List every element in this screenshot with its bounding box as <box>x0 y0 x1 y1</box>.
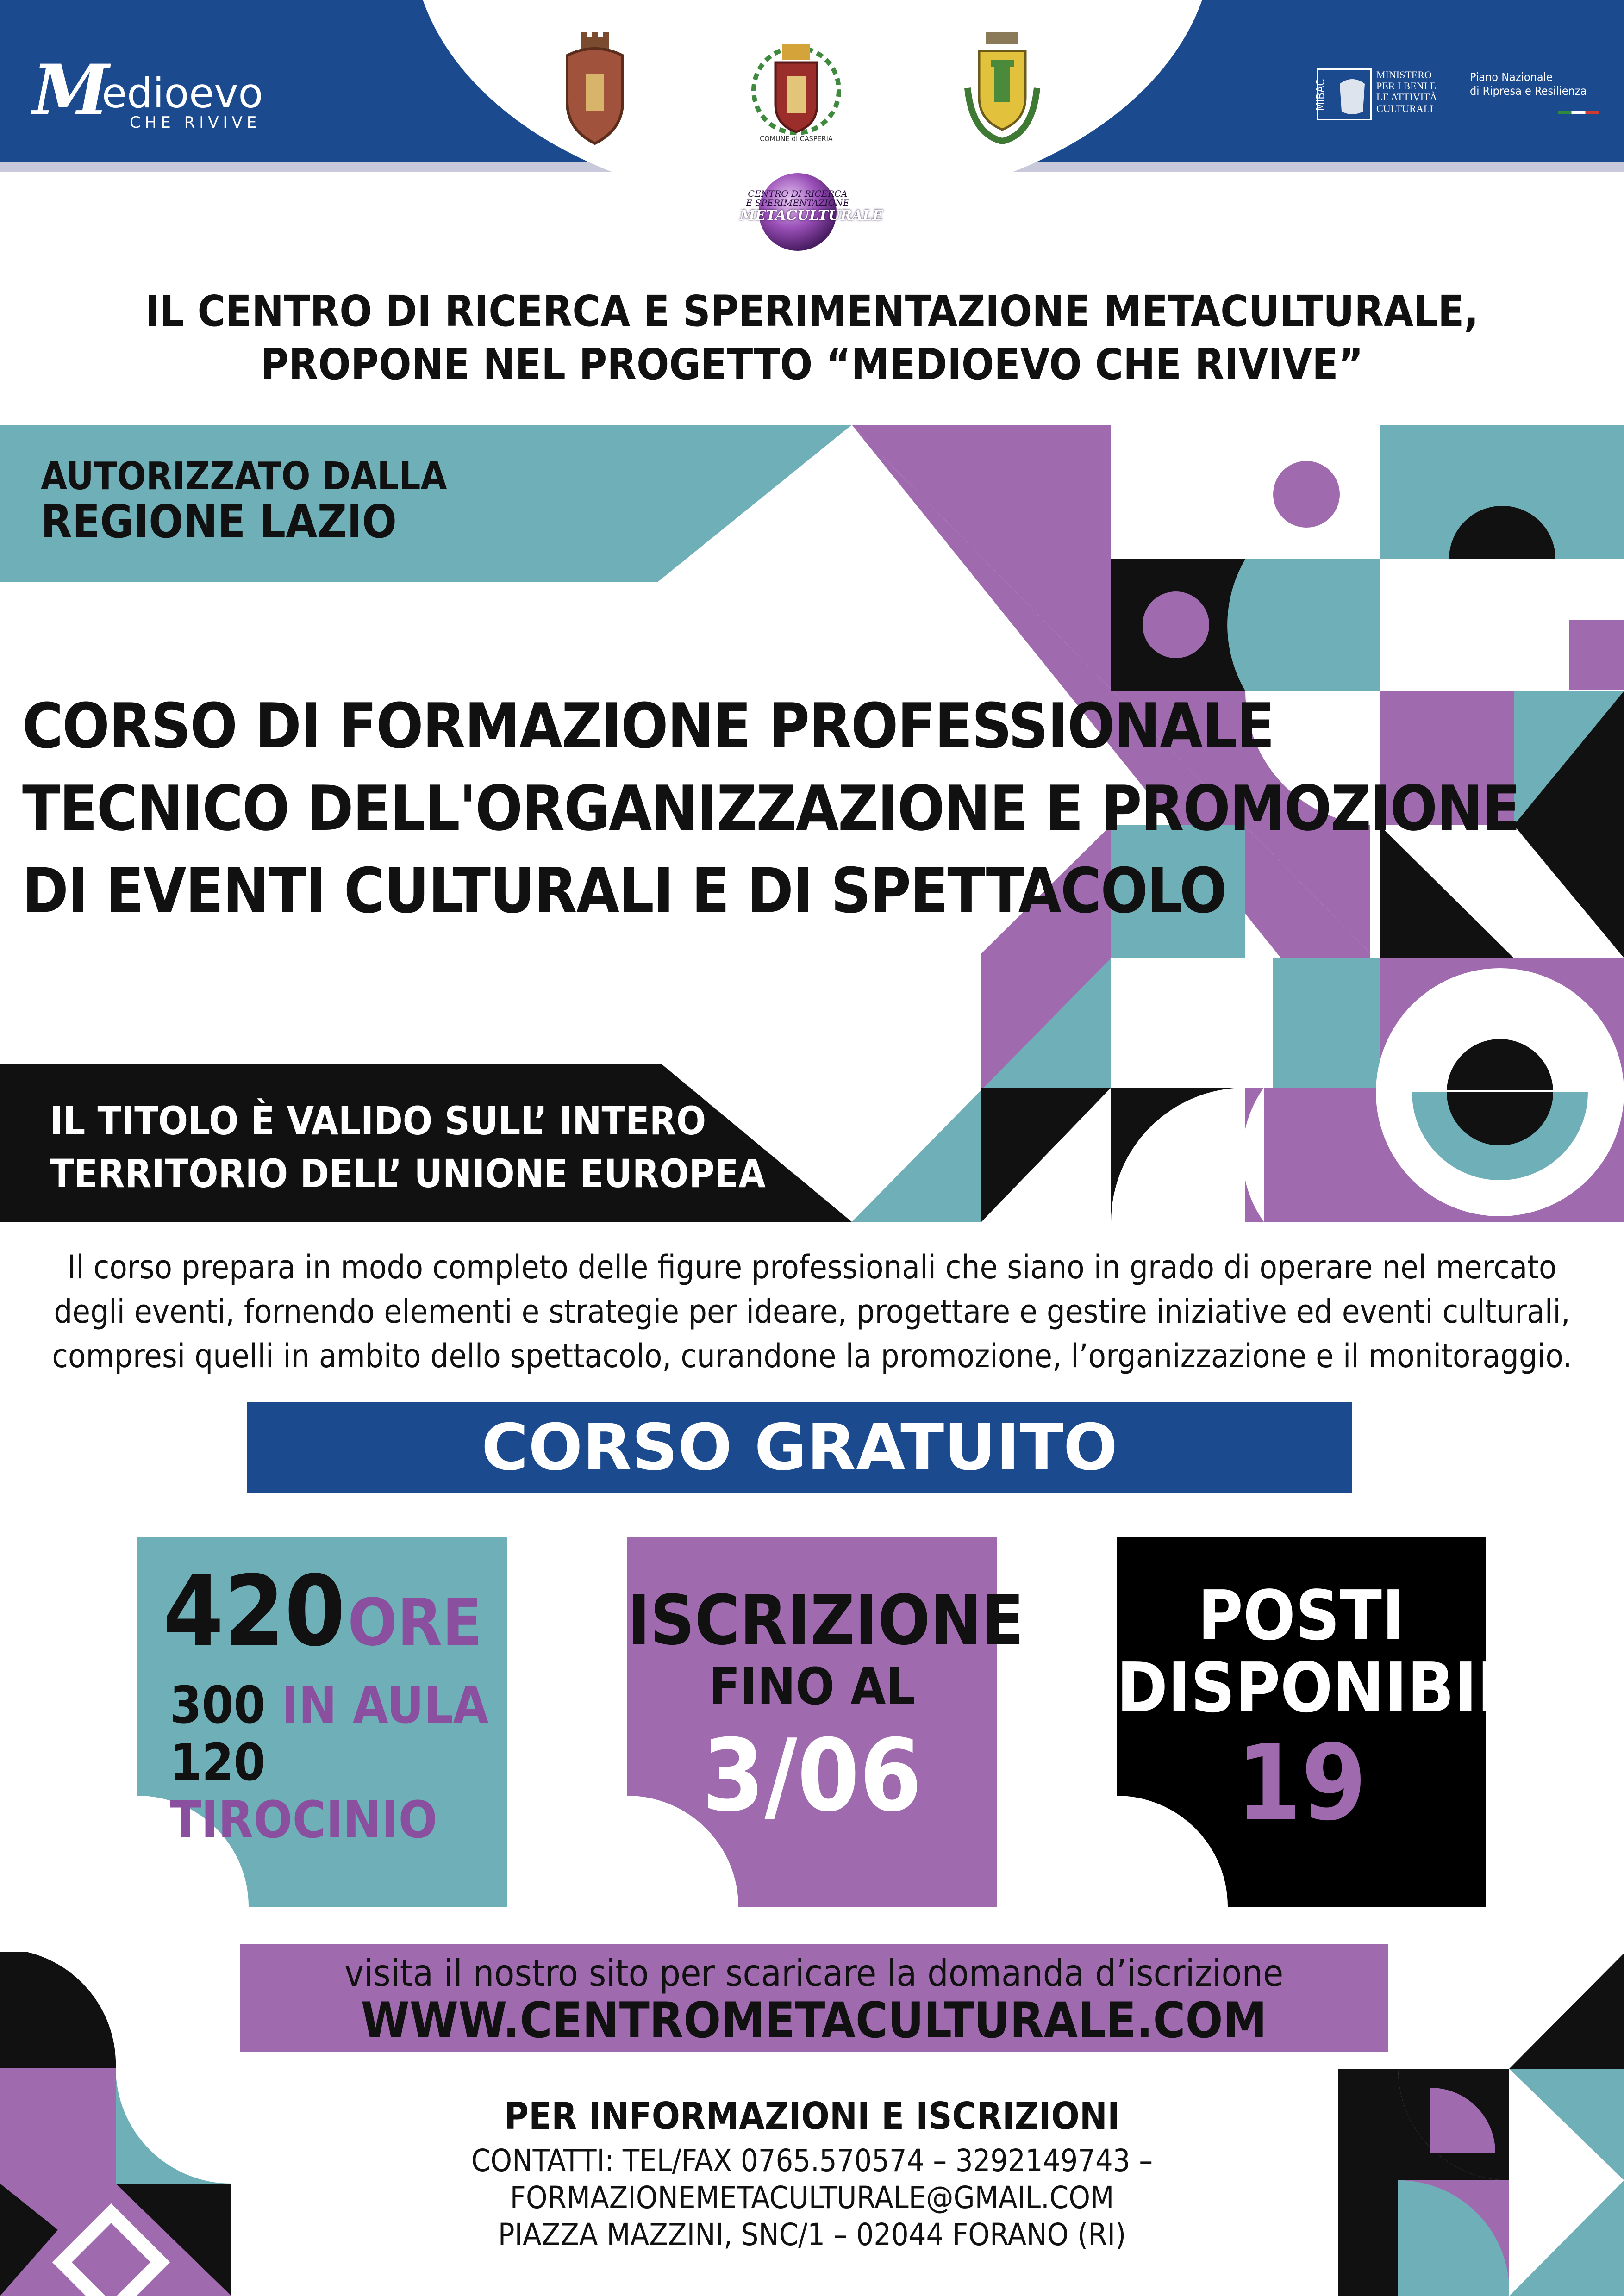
hours-intern: 120 <box>170 1733 266 1792</box>
website-banner <box>240 1944 1388 2052</box>
mibac-logo-short: MiBAC <box>1314 79 1327 111</box>
enrollment-line-2: FINO AL <box>709 1657 915 1716</box>
intro-line-1: IL CENTRO DI RICERCA E SPERIMENTAZIONE METACULTURALE, <box>145 286 1479 336</box>
hours-box <box>137 1537 507 1907</box>
pnrr-flag <box>1558 111 1599 114</box>
coat-of-arms-3-icon <box>958 32 1046 148</box>
contacts-heading: PER INFORMAZIONI E ISCRIZIONI <box>504 2095 1120 2138</box>
mibac-logo-line: PER I BENI E <box>1376 80 1436 92</box>
contacts-address: PIAZZA MAZZINI, SNC/1 – 02044 FORANO (RI) <box>498 2217 1126 2252</box>
mibac-logo[interactable] <box>1314 68 1442 120</box>
website-link[interactable]: WWW.CENTROMETACULTURALE.COM <box>361 1992 1267 2049</box>
enrollment-line-1: ISCRIZIONE <box>627 1580 1024 1660</box>
course-title-line-3: DI EVENTI CULTURALI E DI SPETTACOLO <box>22 855 1226 927</box>
coat-of-arms-casperia-icon <box>750 35 843 150</box>
hours-total: 420 <box>162 1555 346 1668</box>
medioevo-logo-name: edioevo <box>102 69 263 117</box>
enrollment-date: 3/06 <box>702 1717 922 1834</box>
seats-count: 19 <box>1236 1723 1367 1844</box>
intro-line-2: PROPONE NEL PROGETTO “MEDIOEVO CHE RIVIVE” <box>260 340 1364 389</box>
enrollment-box <box>627 1537 1024 1907</box>
metaculturale-logo-line: CENTRO DI RICERCA <box>748 189 848 199</box>
mibac-logo-line: LE ATTIVITÀ <box>1376 91 1437 103</box>
free-course-label: CORSO GRATUITO <box>481 1410 1118 1485</box>
validity-line-1: IL TITOLO È VALIDO SULL’ INTERO <box>50 1098 706 1144</box>
description-line-2: degli eventi, fornendo elementi e strategie per ideare, progettare e gestire iniziative ed eventi culturali, <box>54 1293 1570 1331</box>
pnrr-subtitle: di Ripresa e Resilienza <box>1470 84 1587 98</box>
course-title-line-1: CORSO DI FORMAZIONE PROFESSIONALE <box>22 690 1274 762</box>
hours-class-label: IN AULA <box>281 1675 489 1735</box>
metaculturale-logo-line: METACULTURALE <box>740 207 883 224</box>
seats-line-1: POSTI <box>1198 1576 1405 1655</box>
validity-line-2: TERRITORIO DELL’ UNIONE EUROPEA <box>50 1151 766 1196</box>
description-line-1: Il corso prepara in modo completo delle figure professionali che siano in grado di operare nel mercato <box>67 1248 1557 1286</box>
pnrr-title: Piano Nazionale <box>1470 70 1553 84</box>
mibac-eagle-icon <box>1335 75 1369 117</box>
pnrr-logo[interactable] <box>1470 70 1609 117</box>
medioevo-logo[interactable] <box>32 50 292 134</box>
coat-of-arms-casperia-label: COMUNE di CASPERIA <box>760 134 833 143</box>
mibac-logo-line: MINISTERO <box>1376 69 1432 81</box>
contacts-phone-line[interactable]: CONTATTI: TEL/FAX 0765.570574 – 3292149743 – <box>471 2143 1153 2178</box>
course-title-line-2: TECNICO DELL'ORGANIZZAZIONE E PROMOZIONE <box>22 772 1520 845</box>
contacts-email[interactable]: FORMAZIONEMETACULTURALE@GMAIL.COM <box>510 2180 1114 2215</box>
description-line-3: compresi quelli in ambito dello spettacolo, curandone la promozione, l’organizzazione e il monitoraggio. <box>52 1337 1572 1375</box>
free-course-banner <box>247 1402 1352 1493</box>
medioevo-logo-tagline: CHE RIVIVE <box>130 113 261 132</box>
hours-intern-label: TIROCINIO <box>170 1790 437 1849</box>
coat-of-arms-1-icon <box>562 32 627 148</box>
medioevo-logo-initial: M <box>32 50 110 131</box>
mibac-logo-box <box>1314 68 1372 120</box>
mibac-logo-line: CULTURALI <box>1376 102 1433 114</box>
authorization-line-1: AUTORIZZATO DALLA <box>41 454 447 498</box>
hours-total-unit: ORE <box>348 1585 482 1661</box>
hours-class: 300 <box>170 1675 266 1735</box>
metaculturale-logo-line: E SPERIMENTAZIONE <box>746 198 849 208</box>
website-prompt: visita il nostro sito per scaricare la domanda d’iscrizione <box>344 1952 1284 1995</box>
seats-line-2: DISPONIBILI <box>1117 1648 1539 1728</box>
seats-box <box>1117 1537 1539 1907</box>
authorization-line-2: REGIONE LAZIO <box>41 496 397 549</box>
metaculturale-logo[interactable] <box>740 170 883 255</box>
